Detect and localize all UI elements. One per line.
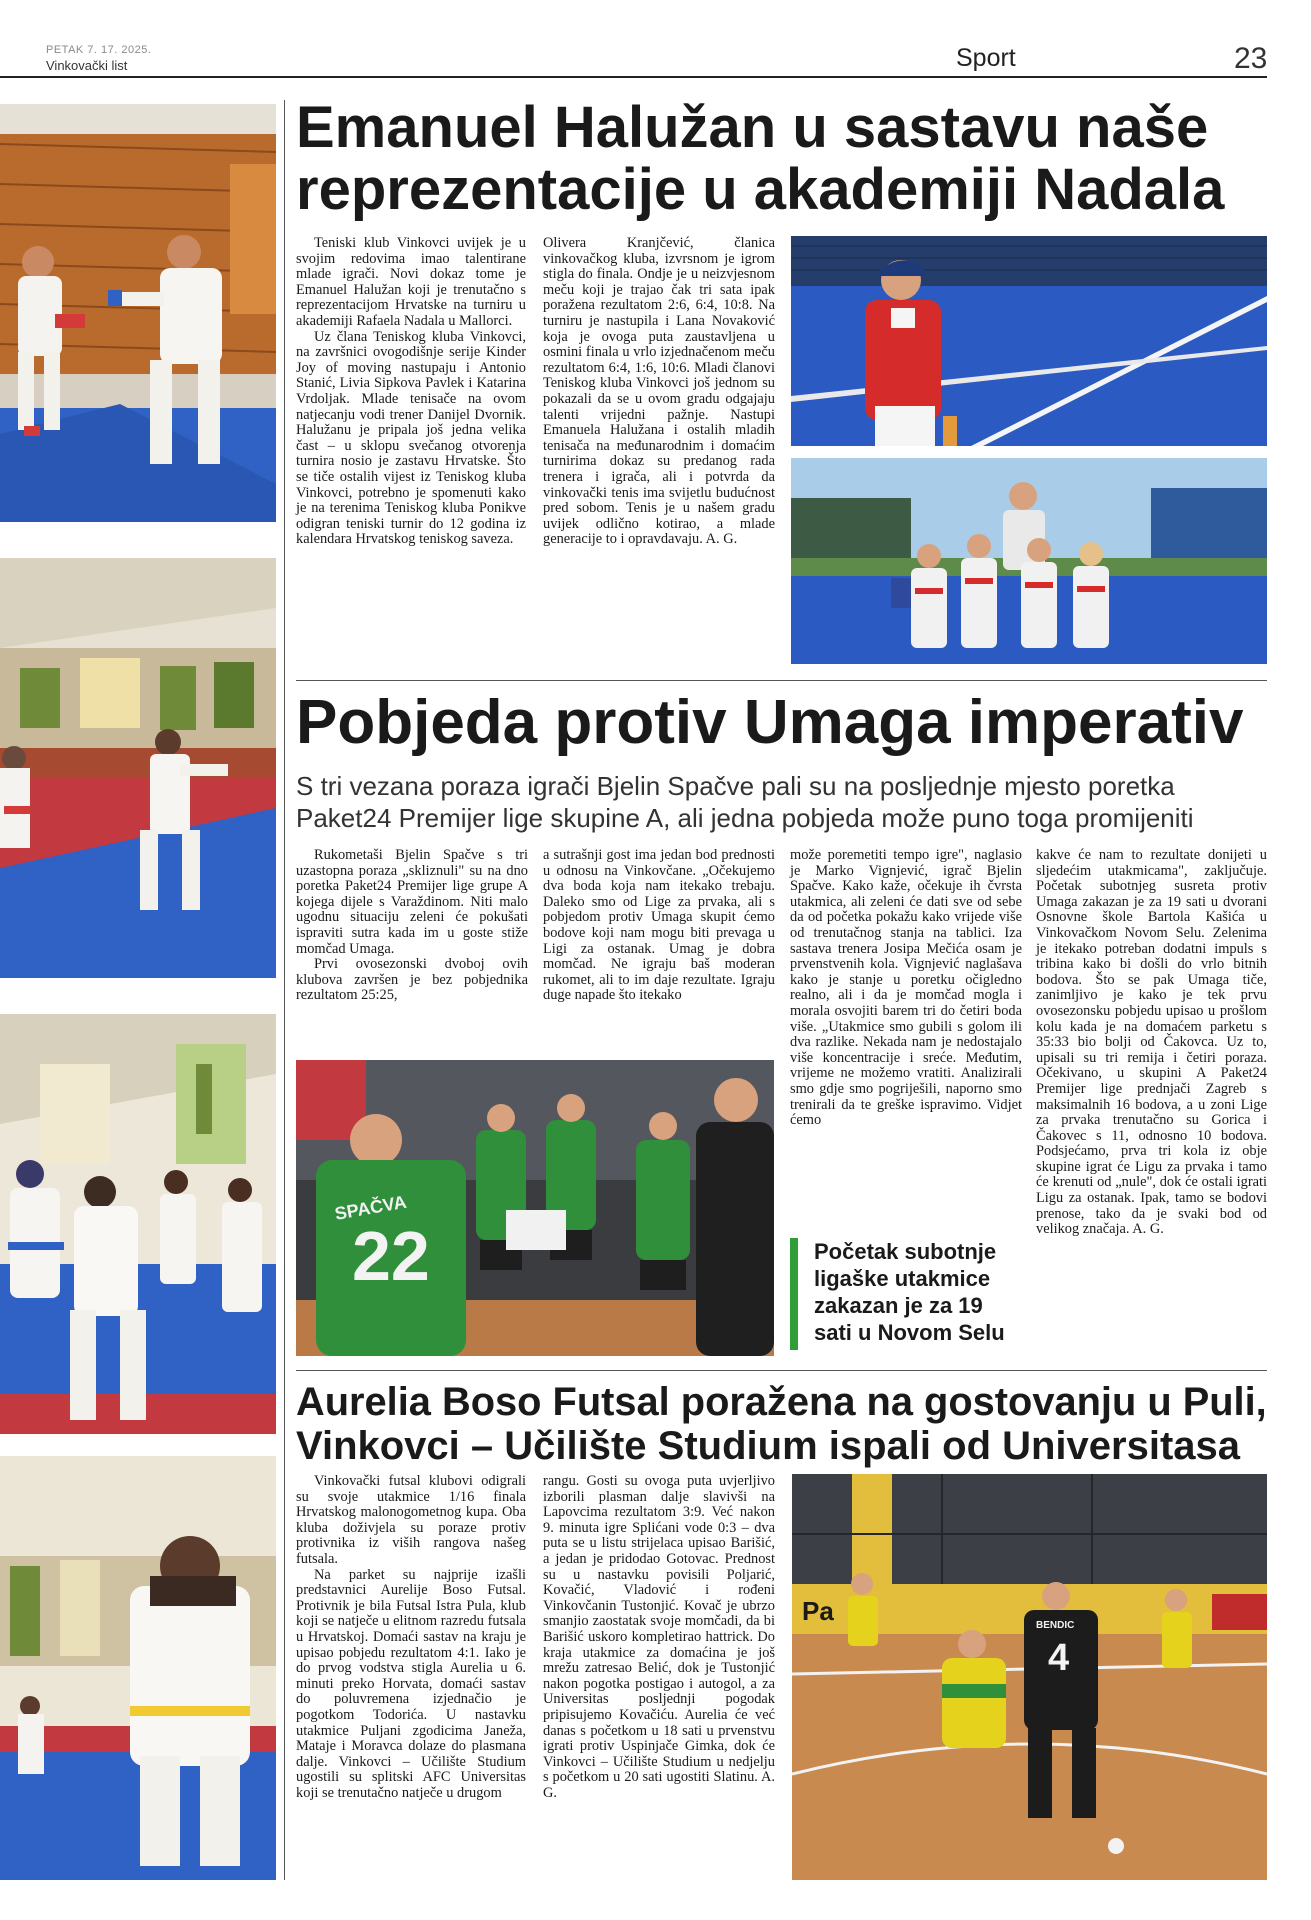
article2-headline: Pobjeda protiv Umaga imperativ <box>296 688 1244 757</box>
page-number: 23 <box>1234 42 1268 75</box>
article3-paragraph-1: Vinkovački futsal klubovi odigrali su svoje utakmice 1/16 finala Hrvatskog malonogometnog kupa. Oba kluba doživjela su poraze protiv protivnika iz viših rangova našeg futsala. <box>296 1473 526 1567</box>
pull-quote-text: Početak subotnje ligaške utakmice zakazan je za 19 sati u Novom Selu <box>814 1239 1005 1345</box>
futsal-player-name: BENDIC <box>1036 1620 1075 1631</box>
article-separator-2 <box>296 1370 1267 1371</box>
article2-column-1 <box>296 848 528 1004</box>
newspaper-name: Vinkovački list <box>46 58 128 73</box>
tennis-player-photo <box>791 236 1267 446</box>
article1-paragraph-2: Uz člana Teniskog kluba Vinkovci, na završnici ovogodišnje serije Kinder Joy of moving nastupaju i Antonio Stanić, Livia Sipkova Pavlek i Katarina Vrdoljak. Mlade tenisače na ovom natjecanju vodi trener Danijel Dvornik. Halužanu je pripala još jedna velika čast – u sklopu svečanog otvorenja turnira nosio je zastavu Hrvatske. Što se tiče ostalih vijest iz Teniskog kluba Vinkovci, potrebno je spomenuti kako je na terenima Teniskog kluba Ponikve odigran teniski turnir do 12 godina iz kalendara Hrvatskog teniskog saveza. <box>296 328 526 548</box>
article2-paragraph-1: Rukometaši Bjelin Spačve s tri uzastopna poraza „skliznuli" su na dno poretka Paket24 Premijer lige grupe A kojega dijele s Varaždinom. Niti malo ugodnu situaciju zeleni će pokušati ispraviti sutra kada im u goste stiže momčad Umaga. <box>296 847 528 957</box>
article3-headline-line2: Vinkovci – Učilište Studium ispali od Universitasa <box>296 1424 1241 1468</box>
header-rule <box>0 76 1267 78</box>
jersey-text: SPAČVA <box>333 1191 408 1224</box>
article2-paragraph-4: može poremetiti tempo igre", naglasio je Marko Vignjević, igrač Bjelin Spačve. Kako kaže, očekuje ih čvrsta utakmica, ali zeleni će dati sve od sebe da od početka pokažu kako vrijede više od trenutačnog stanja na tablici. Iza sastava trenera Josipa Mečića osam je prvenstvenih kola. Vignjević naglašava kako je stanje u poretku očigledno realno, ali i da je momčad mogla i morala osvojiti barem tri do četiri boda više. „Utakmice smo gubili s golom ili dva razlike. Nekada nam je nedostajalo više koncentracije i sreće. Međutim, vrijeme ne možemo vratiti. Analizirali smo gdje smo pogriješili, naporno smo trenirali da te greške ispravimo. Vidjet ćemo <box>790 847 1022 1129</box>
karate-photo-4 <box>0 1456 276 1880</box>
article-separator-1 <box>296 680 1267 681</box>
pull-quote-bar <box>790 1238 798 1350</box>
article3-column-1 <box>296 1474 526 1801</box>
article1-column-2 <box>543 236 775 548</box>
article3-paragraph-2: Na parket su najprije izašli predstavnici Aurelije Boso Futsal. Protivnik je bila Futsal Istra Pula, klub koji se natječe u elitnom razredu futsala u Hrvatskoj. Domaći sastav na kraju je upisao pobjedu rezultatom 4:1. Iako je do prvog vodstva stigla Aurelia u 6. minuti preko Horvata, domaći sastav do poluvremena izjednačio je pogotkom Todorića. U nastavku utakmice Puljani zgodicima Janeža, Mataje i Moravca dolaze do plasmana dalje. Vinkovci – Učilište Studium ugostili su splitski AFC Universitas koji se trenutačno natječe u drugom <box>296 1566 526 1801</box>
handball-team-photo <box>296 1060 774 1356</box>
section-title: Sport <box>956 44 1016 72</box>
article1-headline-line1: Emanuel Halužan u sastavu naše <box>296 95 1209 160</box>
article1-paragraph-3: Olivera Kranjčević, članica vinkovačkog kluba, izvrsnom je igrom stigla do finala. Ondje je u neizvjesnom meču koji je trajao čak tri sata ipak poražena rezultatom 2:6, 6:4, 10:8. Na turniru je nastupila i Lana Novaković koja je ovoga puta zaustavljena u osmini finala u vrlo izjednačenom meču rezultatom 6:4, 1:6, 10:6. Mladi članovi Teniskog kluba Vinkovci još jednom su pokazali da se u ovom gradu odgajaju talenti vrijedni pažnje. Nastupi Emanuela Halužana i ostalih mladih tenisača na međunarodnim i domaćim turnirima dokaz su predanog rada trenera i igrača, ali i potvrda da vinkovački tenis ima svijetlu budućnost pred sobom. Tenis je u našem gradu uvijek odlično kotirao, a mlade generacije to i opravdavaju. A. G. <box>543 235 775 548</box>
article1-headline-line2: reprezentacije u akademiji Nadala <box>296 157 1225 222</box>
banner-text: Pa <box>802 1596 834 1626</box>
column-divider <box>284 100 285 1880</box>
karate-photo-1 <box>0 104 276 522</box>
article3-headline-line1: Aurelia Boso Futsal poražena na gostovanju u Puli, <box>296 1380 1267 1424</box>
issue-date: PETAK 7. 17. 2025. <box>46 44 152 56</box>
article2-column-2 <box>543 848 775 1004</box>
article2-column-4 <box>1036 848 1267 1238</box>
article1-paragraph-1: Teniski klub Vinkovci uvijek je u svojim redovima imao talentirane mlade igrači. Novi dokaz tome je Emanuel Halužan koji je trenutačno s reprezentacijom Hrvatske na turniru u akademiji Rafaela Nadala u Mallorci. <box>296 235 526 329</box>
tennis-team-photo <box>791 458 1267 664</box>
article1-column-1 <box>296 236 526 548</box>
futsal-match-photo <box>792 1474 1267 1880</box>
article2-deck-line1: S tri vezana poraza igrači Bjelin Spačve pali su na posljednje mjesto poretka <box>296 771 1175 801</box>
article2-paragraph-2: Prvi ovosezonski dvoboj ovih klubova završen je bez pobjednika rezultatom 25:25, <box>296 956 528 1004</box>
article2-column-3 <box>790 848 1022 1129</box>
karate-photo-2 <box>0 558 276 978</box>
futsal-player-number: 4 <box>1048 1637 1070 1679</box>
article2-deck-line2: Paket24 Premijer lige skupine A, ali jedna pobjeda može puno toga promijeniti <box>296 803 1194 833</box>
article3-paragraph-3: rangu. Gosti su ovoga puta uvjerljivo izborili plasman dalje slavivši na Lapovcima rezultatom 3:9. Već nakon 9. minuta igre Splićani vode 0:3 – dva puta se u listu strijelaca upisao Barišić, a jedan je pridodao Gotovac. Prednost su u nastavku povisili Poljarić, Kovačić, Vladović i rođeni Vinkovčanin Tustonjić. Kovač je ubrzo smanjio zaostatak svoje momčadi, da bi Barišić uskoro kompletirao hattrick. Do kraja utakmice za domaćina je još mrežu zatresao Belić, dok je Tustonjić nakon pogotka postigao i autogol, a za Universitas posljednji pogodak pripisujemo Kovačiću. Aurelia će već danas s početkom u 18 sati u prvenstvu igrati protiv Uspinjače Gimka, dok će Vinkovci – Učilište Studium u nedjelju s početkom u 20 sati ugostiti Slatinu. A. G. <box>543 1473 775 1801</box>
jersey-number: 22 <box>352 1217 430 1295</box>
article2-paragraph-3: a sutrašnji gost ima jedan bod prednosti u odnosu na Vinkovčane. „Očekujemo dva boda koja nam itekako trebaju. Daleko smo od Lige za prvaka, ali s pobjedom protiv Umaga skupit ćemo bodove koji nam mogu biti prevaga u Ligi za ostanak. Umag je dobra momčad. Ne igraju baš moderan rukomet, ali to im daje rezultate. Igraju duge napade što itekako <box>543 847 775 1004</box>
karate-photo-3 <box>0 1014 276 1434</box>
article2-paragraph-5: kakve će nam to rezultate donijeti u sljedećim utakmicama", zaključuje. Početak subotnjeg susreta protiv Umaga zakazan je za 19 sati u dvorani Osnovne škole Bartola Kašića u Vinkovačkom Novom Selu. Zelenima je itekako potreban dodatni impuls s tribina kako bi došli do vrlo bitnih bodova. Što se pak Umaga tiče, zanimljivo je kako je tek prvu ovosezonsku pobjedu upisao u prošlom kolu kada je na domaćem parketu s 35:33 bio bolji od Čakovca. Uz to, upisali su tri remija i četiri poraza. Očekivano, u skupini A Paket24 Premijer lige prednjači Zagreb s maksimalnih 16 bodova, a u zoni Lige za prvaka trenutačno su Gorica i Čakovec s 11, odnosno 10 bodova. Podsjećamo, prva tri kola iz obje skupine igrat će Ligu za prvaka i tamo će krenuti od „nule", dok će ostali igrati Ligu za ostanak. Ipak, tamo se bodovi prenose, tako da je svaki bod od velikog značaja. A. G. <box>1036 847 1267 1238</box>
article3-column-2 <box>543 1474 775 1801</box>
